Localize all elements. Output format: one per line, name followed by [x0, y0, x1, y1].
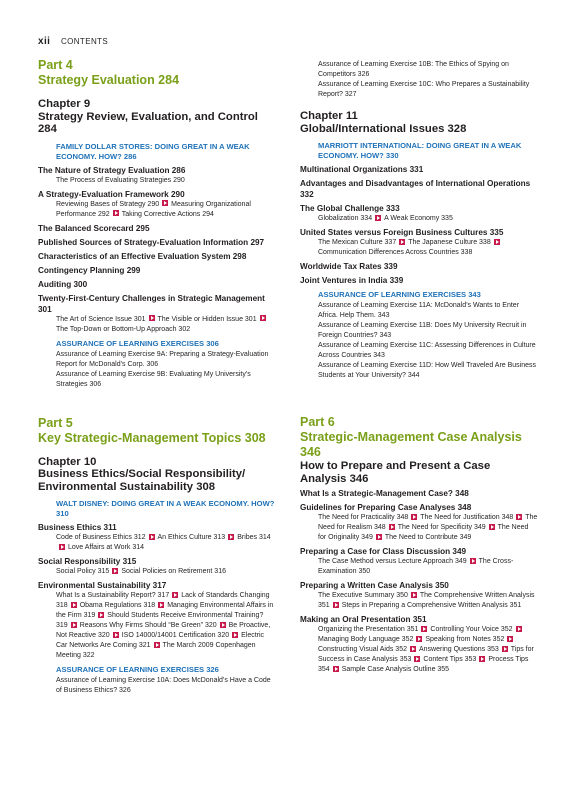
toc-subentry: [318, 591, 538, 611]
toc-subentry: [318, 214, 538, 224]
triangle-bullet-icon: [154, 642, 160, 648]
toc-subentry-text: Assurance of Learning Exercise 9B: Evaluating My University’s Strategies 306: [56, 370, 251, 388]
triangle-bullet-icon: [260, 315, 266, 321]
triangle-bullet-icon: [416, 636, 422, 642]
toc-subentry-text: Obama Regulations 318: [79, 602, 156, 609]
triangle-bullet-icon: [333, 602, 339, 608]
toc-subentry: [318, 625, 538, 675]
toc-subentry-text: The Need for Realism 348: [318, 514, 538, 531]
chapter-title: Global/International Issues 328: [300, 122, 467, 135]
triangle-bullet-icon: [220, 622, 226, 628]
toc-entry: Social Responsibility 315: [38, 557, 137, 566]
chapter-label: Chapter 11: [300, 110, 358, 122]
toc-subentry-text: Speaking from Notes 352: [425, 636, 505, 643]
toc-subentry-text: Communication Differences Across Countries 338: [318, 249, 473, 256]
triangle-bullet-icon: [98, 612, 104, 618]
toc-subentry-text: Bribes 314: [237, 534, 271, 541]
toc-entry: The Nature of Strategy Evaluation 286: [38, 165, 186, 175]
toc-subentry-text: The Case Method versus Lecture Approach 349: [318, 558, 467, 565]
toc-subentry-text: The Need to Contribute 349: [384, 534, 472, 541]
triangle-bullet-icon: [112, 568, 118, 574]
toc-subentry-text: The Need for Specificity 349: [397, 524, 486, 531]
toc-subentry: [56, 676, 276, 696]
page-number: xii: [38, 36, 51, 47]
toc-subentry-text: Electric Car Networks Are Coming 321: [56, 632, 265, 649]
toc-subentry-text: The Japanese Culture 338: [408, 239, 491, 246]
toc-entry: Contingency Planning 299: [38, 265, 141, 275]
chapter-title: Strategy Review, Evaluation, and Control 284: [38, 110, 258, 135]
chapter-title: Business Ethics/Social Responsibility/ Environmental Sustainability 308: [38, 468, 246, 493]
toc-entry: Advantages and Disadvantages of International Operations 332: [300, 179, 531, 199]
toc-entry: Published Sources of Strategy-Evaluation Information 297: [38, 237, 265, 247]
part-heading: Key Strategic-Management Topics 308: [38, 430, 266, 445]
triangle-bullet-icon: [389, 524, 395, 530]
toc-subentry-text: Social Policies on Retirement 316: [121, 568, 226, 575]
toc-subentry-text: The Cross-Examination 350: [318, 558, 514, 575]
toc-subentry-text: A Weak Economy 335: [384, 215, 453, 222]
opening-case-title: WALT DISNEY: DOING GREAT IN A WEAK ECONOMY. HOW? 310: [56, 499, 275, 518]
toc-subentry-text: The Top-Down or Bottom-Up Approach 302: [56, 325, 191, 333]
spacer: [38, 390, 276, 416]
chapter-title: How to Prepare and Present a Case Analysis 346: [300, 460, 491, 485]
toc-subentry-text: Answering Questions 353: [418, 646, 499, 653]
header-label: CONTENTS: [60, 37, 109, 46]
spacer: [300, 381, 538, 415]
triangle-bullet-icon: [149, 315, 155, 321]
toc-subentry: [56, 200, 276, 220]
toc-subentry-text: Assurance of Learning Exercise 11C: Assessing Differences in Culture Across Countries 343: [318, 342, 536, 359]
toc-subentry-text: Content Tips 353: [423, 656, 477, 663]
toc-subentry-text: The Art of Science Issue 301: [56, 315, 146, 323]
triangle-bullet-icon: [470, 558, 476, 564]
toc-subentry-text: Assurance of Learning Exercise 11B: Does My University Recruit in Foreign Countries? 343: [318, 322, 527, 339]
toc-entry: Preparing a Written Case Analysis 350: [300, 581, 449, 590]
triangle-bullet-icon: [232, 632, 238, 638]
toc-subentry-text: Managing Environmental Affairs in the Firm 319: [56, 602, 274, 619]
toc-subentry: [56, 591, 276, 661]
toc-right-column: [300, 60, 538, 675]
toc-entry: The Global Challenge 333: [300, 204, 400, 213]
triangle-bullet-icon: [71, 622, 77, 628]
part-heading: Strategic-Management Case Analysis 346: [300, 430, 522, 459]
triangle-bullet-icon: [59, 544, 65, 550]
chapter-label: Chapter 9: [38, 98, 91, 110]
toc-subentry: [56, 567, 276, 577]
triangle-bullet-icon: [376, 534, 382, 540]
triangle-bullet-icon: [421, 626, 427, 632]
toc-subentry-text: Taking Corrective Actions 294: [121, 210, 214, 218]
toc-subentry: [318, 557, 538, 577]
triangle-bullet-icon: [113, 210, 119, 216]
toc-subentry-text: Reasons Why Firms Should “Be Green” 320: [79, 622, 217, 629]
toc-entry: The Balanced Scorecard 295: [38, 223, 150, 233]
part-heading: Strategy Evaluation 284: [38, 73, 180, 87]
triangle-bullet-icon: [71, 602, 77, 608]
toc-subentry-text: Steps in Preparing a Comprehensive Written Analysis 351: [341, 602, 522, 609]
triangle-bullet-icon: [158, 602, 164, 608]
toc-subentry-text: Assurance of Learning Exercise 10C: Who Prepares a Sustainability Report? 327: [318, 81, 530, 98]
toc-subentry-text: The Need for Practicality 348: [318, 514, 409, 521]
toc-entry: Joint Ventures in India 339: [300, 276, 404, 285]
exercises-heading: ASSURANCE OF LEARNING EXERCISES 343: [318, 290, 481, 299]
toc-entry: Auditing 300: [38, 279, 88, 289]
toc-entry: Environmental Sustainability 317: [38, 581, 167, 590]
toc-left-column: [38, 58, 276, 696]
toc-subentry-text: Code of Business Ethics 312: [56, 534, 146, 541]
toc-subentry-text: ISO 14000/14001 Certification 320: [121, 632, 230, 639]
toc-entry: A Strategy-Evaluation Framework 290: [38, 189, 185, 199]
toc-subentry-text: The Executive Summary 350: [318, 592, 408, 599]
triangle-bullet-icon: [411, 514, 417, 520]
toc-subentry-text: Assurance of Learning Exercise 9A: Preparing a Strategy-Evaluation Report for McDonald’s Corp. 306: [56, 350, 269, 368]
toc-subentry-text: What Is a Sustainability Report? 317: [56, 592, 170, 599]
toc-subentry-text: The Process of Evaluating Strategies 290: [56, 176, 185, 184]
toc-subentry: [318, 238, 538, 258]
toc-subentry-text: Organizing the Presentation 351: [318, 626, 419, 633]
part-heading: Part 4: [38, 58, 73, 72]
toc-subentry-text: Social Policy 315: [56, 568, 110, 575]
triangle-bullet-icon: [162, 200, 168, 206]
toc-subentry-text: Process Tips 354: [318, 656, 529, 673]
toc-subentry-text: The Comprehensive Written Analysis 351: [318, 592, 535, 609]
triangle-bullet-icon: [228, 534, 234, 540]
toc-subentry-text: Managing Body Language 352: [318, 636, 414, 643]
triangle-bullet-icon: [516, 626, 522, 632]
toc-subentry: [318, 321, 538, 341]
toc-entry: Twenty-First-Century Challenges in Strategic Management 301: [38, 293, 265, 314]
triangle-bullet-icon: [399, 239, 405, 245]
triangle-bullet-icon: [494, 239, 500, 245]
toc-subentry-text: An Ethics Culture 313: [157, 534, 226, 541]
toc-subentry-text: Tips for Success in Case Analysis 353: [318, 646, 534, 663]
toc-subentry: [318, 513, 538, 543]
toc-subentry: [56, 370, 276, 390]
toc-entry: Business Ethics 311: [38, 523, 117, 532]
triangle-bullet-icon: [502, 646, 508, 652]
triangle-bullet-icon: [410, 646, 416, 652]
toc-entry: Characteristics of an Effective Evaluation System 298: [38, 251, 247, 261]
opening-case-title: FAMILY DOLLAR STORES: DOING GREAT IN A WEAK ECONOMY. HOW? 286: [56, 141, 250, 161]
toc-subentry: [56, 315, 276, 335]
triangle-bullet-icon: [333, 666, 339, 672]
toc-subentry-text: Reviewing Bases of Strategy 290: [56, 200, 160, 208]
toc-subentry-text: The Visible or Hidden Issue 301: [157, 315, 257, 323]
toc-subentry-text: Assurance of Learning Exercise 10A: Does McDonald’s Have a Code of Business Ethics? 326: [56, 677, 271, 694]
triangle-bullet-icon: [507, 636, 513, 642]
toc-subentry-text: The Need for Justification 348: [420, 514, 514, 521]
toc-subentry-text: Sample Case Analysis Outline 355: [341, 666, 450, 673]
toc-entry: Multinational Organizations 331: [300, 165, 424, 174]
toc-subentry: [318, 341, 538, 361]
triangle-bullet-icon: [411, 592, 417, 598]
toc-subentry-text: Should Students Receive Environmental Training? 319: [56, 612, 264, 629]
toc-subentry-text: Constructing Visual Aids 352: [318, 646, 407, 653]
part-heading: Part 5: [38, 415, 73, 430]
toc-entry: Preparing a Case for Class Discussion 349: [300, 547, 467, 556]
toc-subentry: [318, 80, 538, 100]
toc-subentry-text: Measuring Organizational Performance 292: [56, 200, 251, 218]
toc-subentry-text: Love Affairs at Work 314: [68, 544, 145, 551]
running-header: [38, 36, 108, 47]
toc-subentry-text: The March 2009 Copenhagen Meeting 322: [56, 642, 256, 659]
toc-entry: What Is a Strategic-Management Case? 348: [300, 489, 469, 498]
toc-subentry-text: The Need for Originality 349: [318, 524, 529, 541]
triangle-bullet-icon: [375, 215, 381, 221]
toc-subentry-text: Controlling Your Voice 352: [430, 626, 513, 633]
chapter-label: Chapter 10: [38, 455, 97, 468]
triangle-bullet-icon: [113, 632, 119, 638]
toc-subentry: [56, 533, 276, 553]
toc-subentry-text: Assurance of Learning Exercise 11A: McDonald’s Wants to Enter Africa. Help Them. 343: [318, 302, 520, 319]
triangle-bullet-icon: [172, 592, 178, 598]
triangle-bullet-icon: [414, 656, 420, 662]
part-heading: Part 6: [300, 415, 335, 429]
toc-subentry-text: The Mexican Culture 337: [318, 239, 397, 246]
toc-subentry: [318, 301, 538, 321]
toc-subentry-text: Lack of Standards Changing 318: [56, 592, 270, 609]
toc-entry: United States versus Foreign Business Cultures 335: [300, 228, 504, 237]
triangle-bullet-icon: [149, 534, 155, 540]
toc-subentry-text: Assurance of Learning Exercise 11D: How Well Traveled Are Business Students at Your University? 344: [318, 362, 537, 379]
exercises-heading: ASSURANCE OF LEARNING EXERCISES 306: [56, 338, 219, 348]
toc-entry: Guidelines for Preparing Case Analyses 348: [300, 503, 472, 512]
toc-entry: Worldwide Tax Rates 339: [300, 262, 398, 271]
toc-subentry: [56, 350, 276, 370]
toc-subentry: [318, 60, 538, 80]
toc-subentry: [56, 176, 276, 186]
toc-subentry-text: Assurance of Learning Exercise 10B: The Ethics of Spying on Competitors 326: [318, 61, 509, 78]
exercises-heading: ASSURANCE OF LEARNING EXERCISES 326: [56, 665, 219, 674]
triangle-bullet-icon: [489, 524, 495, 530]
triangle-bullet-icon: [479, 656, 485, 662]
opening-case-title: MARRIOTT INTERNATIONAL: DOING GREAT IN A WEAK ECONOMY. HOW? 330: [318, 141, 522, 160]
toc-subentry-text: Globalization 334: [318, 215, 373, 222]
toc-entry: Making an Oral Presentation 351: [300, 615, 427, 624]
triangle-bullet-icon: [516, 514, 522, 520]
toc-subentry-text: Be Proactive, Not Reactive 320: [56, 622, 271, 639]
toc-subentry: [318, 361, 538, 381]
